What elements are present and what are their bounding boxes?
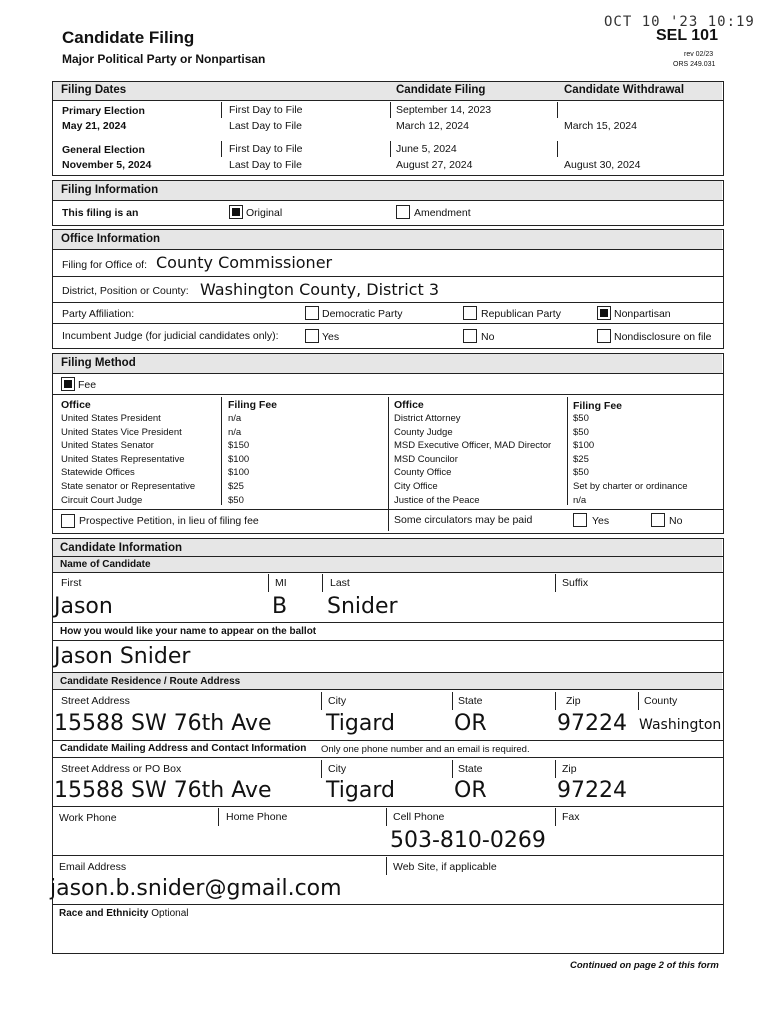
mailing-zip-value[interactable]: 97224 [557,778,627,803]
name-header-bar [53,557,722,572]
fee-amount-item: $100 [573,440,595,452]
candidate-withdrawal-column: Candidate Withdrawal [564,84,685,96]
continued-note: Continued on page 2 of this form [570,960,719,971]
street-address-label: Street Address [61,695,130,707]
revision-date: rev 02/23 [684,51,714,58]
circulators-no-label: No [669,515,683,527]
fee-office-item: City Office [394,480,438,492]
fee-office-item: United States President [61,413,161,424]
work-phone-label: Work Phone [59,812,117,824]
judge-no-label: No [481,331,495,343]
right-office-list [394,412,551,507]
office-label: Filing for Office of: [62,259,148,271]
state-label: State [458,695,483,707]
nonpartisan-label: Nonpartisan [614,308,671,320]
form-id: SEL 101 [656,27,718,44]
nondisclosure-label: Nondisclosure on file [614,331,712,343]
name-of-candidate-heading: Name of Candidate [60,559,151,570]
race-ethnicity-label [59,908,189,919]
general-first-day-label: First Day to File [229,143,303,155]
incumbent-judge-label: Incumbent Judge (for judicial candidates only): [62,330,279,342]
residence-county-value[interactable]: Washington [639,717,722,733]
filing-information-heading: Filing Information [61,184,159,196]
mailing-city-value[interactable]: Tigard [326,778,395,803]
first-name-value[interactable]: Jason [54,594,113,619]
fee-amount-item: n/a [228,413,242,424]
fee-office-item: District Attorney [394,413,461,424]
residence-state-value[interactable]: OR [454,711,487,736]
form-title: Candidate Filing [62,28,195,47]
fee-checkbox[interactable] [61,377,75,391]
zip-label: Zip [566,695,581,707]
candidate-filing-column: Candidate Filing [396,84,486,96]
party-affiliation-label: Party Affiliation: [62,308,135,320]
residence-street-value[interactable]: 15588 SW 76th Ave [54,711,272,736]
ballot-name-label: How you would like your name to appear on the ballot [60,626,317,637]
fee-amount-item: n/a [228,426,242,438]
prospective-petition-checkbox[interactable] [61,514,75,528]
cell-phone-label: Cell Phone [393,811,445,823]
amendment-checkbox[interactable] [396,205,410,219]
fee-amount-item: $50 [228,494,244,506]
primary-last-day-date: March 12, 2024 [396,120,469,132]
right-office-column-header: Office [394,399,424,411]
fee-amount-item: n/a [573,494,587,506]
filing-method-header-bar [53,354,722,373]
general-first-day-date: June 5, 2024 [396,143,457,155]
received-stamp: OCT 10 '23 10:19 [604,14,755,30]
candidate-information-heading: Candidate Information [60,542,183,554]
fee-amount-item: $25 [573,453,589,465]
right-fee-column-header: Filing Fee [573,400,623,412]
primary-election-date: May 21, 2024 [62,120,127,132]
fee-office-item: United States Representative [61,453,185,465]
email-label: Email Address [59,861,127,873]
fee-office-item: Statewide Offices [61,467,135,479]
fee-amount-item: $50 [573,467,589,479]
fee-amount-item: $25 [228,480,244,492]
fee-office-item: State senator or Representative [61,480,196,492]
republican-label: Republican Party [481,308,561,320]
county-label: County [644,695,678,707]
fee-amount-item: $50 [573,426,589,438]
race-ethnicity-text: Race and Ethnicity [59,908,149,919]
left-office-column-header: Office [61,399,91,411]
democratic-checkbox[interactable] [305,306,319,320]
fee-amount-item: $100 [228,467,250,479]
fee-office-item: MSD Councilor [394,453,458,465]
ors-reference: ORS 249.031 [673,61,716,68]
district-label: District, Position or County: [62,285,189,297]
fax-label: Fax [562,811,580,823]
judge-no-checkbox[interactable] [463,329,477,343]
original-label: Original [246,207,283,219]
fee-office-item: Justice of the Peace [394,494,480,506]
primary-election-label: Primary Election [62,105,145,117]
residence-heading: Candidate Residence / Route Address [60,676,241,687]
circulators-no-checkbox[interactable] [651,513,665,527]
circulators-label: Some circulators may be paid [394,514,533,526]
democratic-label: Democratic Party [322,308,403,320]
left-office-list [61,412,195,507]
general-last-day-label: Last Day to File [229,159,302,171]
fee-office-item: Circuit Court Judge [61,494,143,506]
left-fee-list [228,412,249,507]
residence-city-value[interactable]: Tigard [326,711,395,736]
republican-checkbox[interactable] [463,306,477,320]
fee-label: Fee [78,379,97,391]
fee-amount-item: $150 [228,440,250,452]
primary-first-day-date: September 14, 2023 [396,104,492,116]
email-value[interactable]: jason.b.snider@gmail.com [50,876,342,901]
mailing-street-value[interactable]: 15588 SW 76th Ave [54,778,272,803]
fee-office-item: County Office [394,467,452,479]
first-name-label: First [61,577,82,589]
fee-office-item: United States Vice President [61,426,182,438]
fee-amount-item: Set by charter or ordinance [573,480,688,492]
right-fee-list [573,412,688,507]
mailing-city-label: City [328,763,347,775]
website-label: Web Site, if applicable [393,861,497,873]
fee-office-item: County Judge [394,426,453,438]
fee-amount-item: $50 [573,413,589,424]
last-name-label: Last [330,577,350,589]
primary-last-day-label: Last Day to File [229,120,302,132]
left-fee-column-header: Filing Fee [228,399,278,411]
mailing-state-value[interactable]: OR [454,778,487,803]
district-value[interactable]: Washington County, District 3 [200,280,439,299]
fee-office-item: MSD Executive Officer, MAD Director [394,440,552,452]
middle-initial-label: MI [275,577,287,589]
fee-amount-item: $100 [228,453,250,465]
nonpartisan-checkbox[interactable] [597,306,611,320]
mailing-note: Only one phone number and an email is required. [321,744,530,755]
form-subtitle: Major Political Party or Nonpartisan [62,52,266,66]
optional-note: Optional [151,908,189,919]
fee-office-item: United States Senator [61,440,154,452]
home-phone-label: Home Phone [226,811,288,823]
circulators-yes-label: Yes [592,515,610,527]
primary-withdrawal-date: March 15, 2024 [564,120,637,132]
general-election-date: November 5, 2024 [62,159,152,171]
general-last-day-date: August 27, 2024 [396,159,473,171]
judge-yes-checkbox[interactable] [305,329,319,343]
cell-phone-value[interactable]: 503-810-0269 [390,828,546,853]
middle-initial-value[interactable]: B [272,594,288,619]
prospective-petition-label: Prospective Petition, in lieu of filing fee [79,515,259,527]
city-label: City [328,695,347,707]
mailing-street-label: Street Address or PO Box [61,763,182,775]
filing-method-heading: Filing Method [61,357,136,369]
this-filing-label: This filing is an [62,207,139,219]
mailing-state-label: State [458,763,483,775]
primary-first-day-label: First Day to File [229,104,303,116]
mailing-heading: Candidate Mailing Address and Contact Information [60,743,307,754]
filing-dates-heading: Filing Dates [61,84,127,96]
amendment-label: Amendment [414,207,471,219]
general-withdrawal-date: August 30, 2024 [564,159,641,171]
ballot-name-value[interactable]: Jason Snider [54,644,191,669]
residence-zip-value[interactable]: 97224 [557,711,627,736]
circulators-yes-checkbox[interactable] [573,513,587,527]
general-election-label: General Election [62,144,145,156]
original-checkbox[interactable] [229,205,243,219]
judge-yes-label: Yes [322,331,340,343]
nondisclosure-checkbox[interactable] [597,329,611,343]
suffix-label: Suffix [562,577,589,589]
last-name-value[interactable]: Snider [327,594,398,619]
mailing-zip-label: Zip [562,763,577,775]
office-information-heading: Office Information [61,233,161,245]
office-value[interactable]: County Commissioner [156,253,333,272]
